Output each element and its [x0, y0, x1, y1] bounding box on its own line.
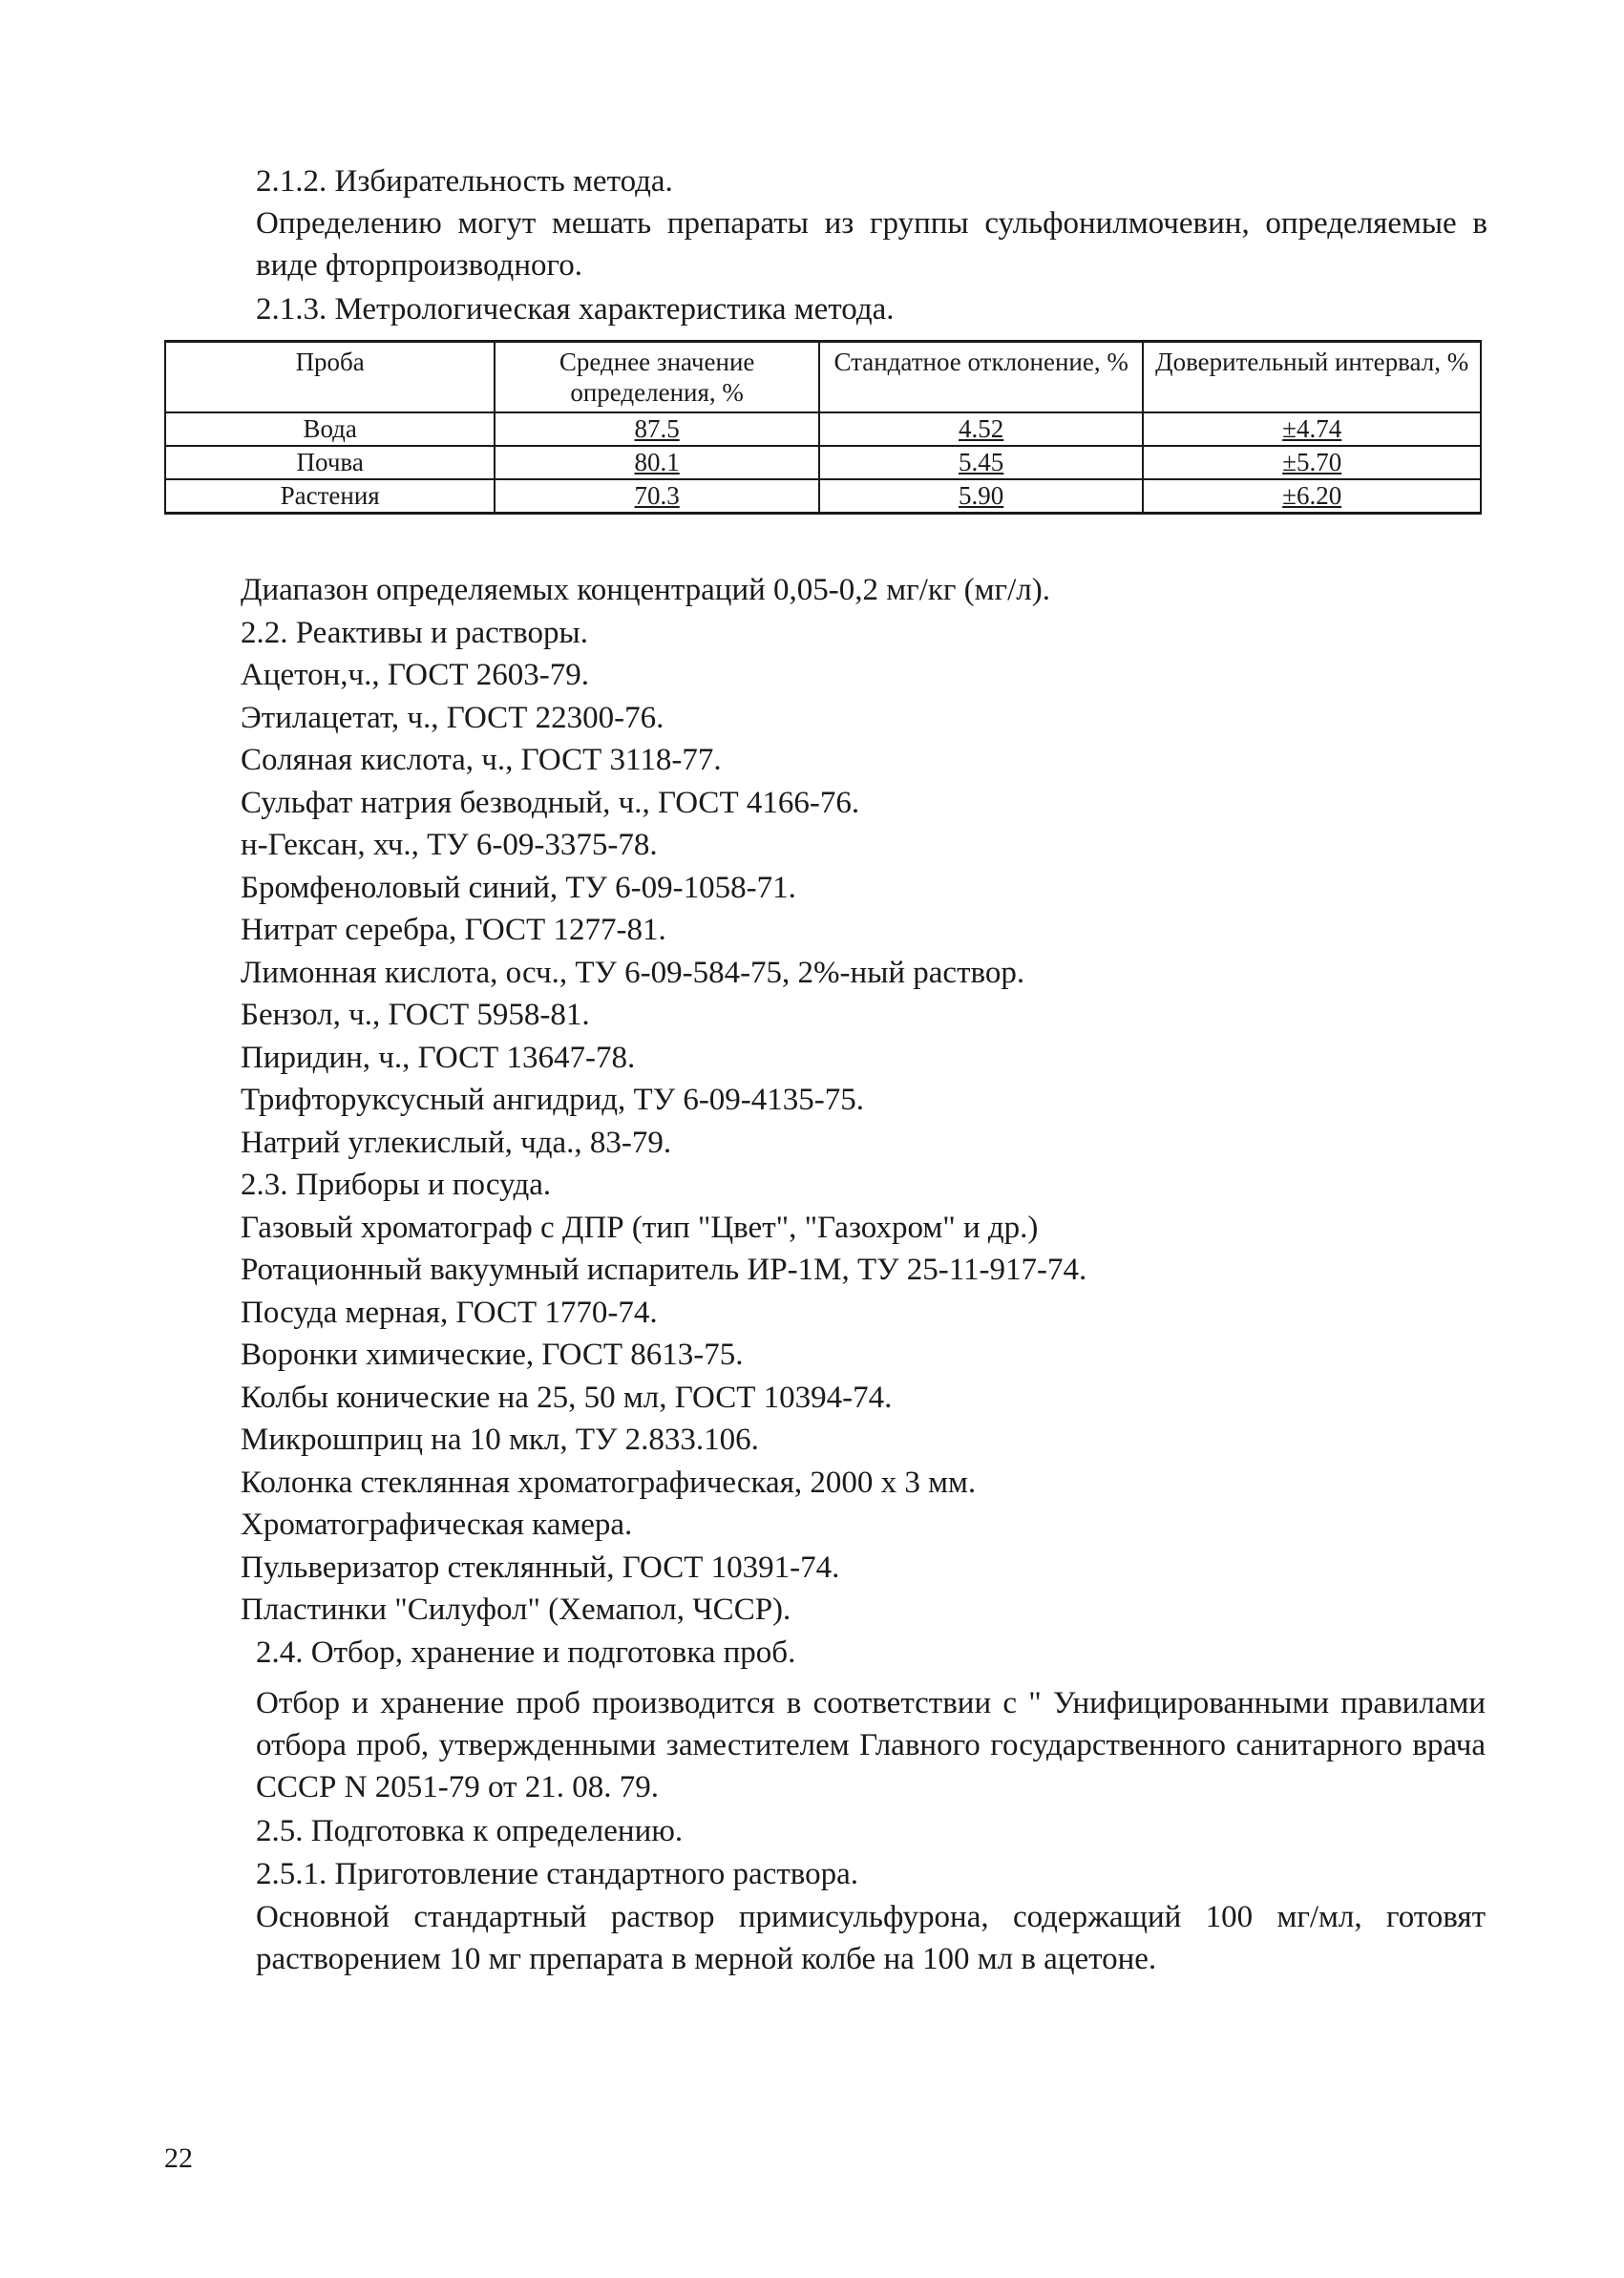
cell-mean: 87.5: [495, 412, 819, 446]
list-item: 2.3. Приборы и посуда.: [241, 1168, 552, 1202]
cell-confidence: ±5.70: [1143, 446, 1481, 479]
header-confidence: Доверительный интервал, %: [1143, 342, 1481, 413]
cell-sample: Вода: [165, 412, 495, 446]
cell-std-dev: 5.90: [819, 479, 1143, 514]
cell-std-dev: 4.52: [819, 412, 1143, 446]
list-item: Бензол, ч., ГОСТ 5958-81.: [241, 998, 590, 1032]
list-item: Посуда мерная, ГОСТ 1770-74.: [241, 1295, 658, 1330]
list-item: Пульверизатор стеклянный, ГОСТ 10391-74.: [241, 1550, 840, 1585]
header-sample: Проба: [165, 342, 495, 413]
cell-sample: Почва: [165, 446, 495, 479]
metrology-table: [164, 340, 1482, 515]
list-item: Микрошприц на 10 мкл, ТУ 2.833.106.: [241, 1423, 759, 1457]
list-item: Хроматографическая камера.: [241, 1508, 633, 1542]
list-item: 2.4. Отбор, хранение и подготовка проб.: [256, 1635, 796, 1670]
list-item: Колонка стеклянная хроматографическая, 2000 х 3 мм.: [241, 1465, 977, 1500]
list-item: Соляная кислота, ч., ГОСТ 3118-77.: [241, 743, 722, 777]
table-header-row: [165, 342, 1481, 413]
list-item: Лимонная кислота, осч., ТУ 6-09-584-75, 2%-ный раствор.: [241, 955, 1025, 990]
sampling-text: Отбор и хранение проб производится в соответствии с " Унифицированными правилами отбора проб, утвержденными заместителем Главного государственного санитарного врача СССР N 2051-79 от 21. 08. 79.: [256, 1686, 1486, 1804]
cell-sample: Растения: [165, 479, 495, 514]
std-solution-heading: 2.5.1. Приготовление стандартного раствора.: [256, 1857, 859, 1891]
list-item: Ацетон,ч., ГОСТ 2603-79.: [241, 658, 590, 692]
list-item: Колбы конические на 25, 50 мл, ГОСТ 10394-74.: [241, 1380, 893, 1415]
list-item: Этилацетат, ч., ГОСТ 22300-76.: [241, 700, 664, 735]
list-item: Пластинки "Силуфол" (Хемапол, ЧССР).: [241, 1592, 791, 1627]
list-item: н-Гексан, хч., ТУ 6-09-3375-78.: [241, 828, 658, 862]
cell-std-dev: 5.45: [819, 446, 1143, 479]
cell-mean: 70.3: [495, 479, 819, 514]
selectivity-heading: 2.1.2. Избирательность метода.: [256, 164, 673, 199]
cell-confidence: ±4.74: [1143, 412, 1481, 446]
std-solution-text: Основной стандартный раствор примисульфурона, содержащий 100 мг/мл, готовят растворением 10 мг препарата в мерной колбе на 100 мл в ацетоне.: [256, 1900, 1486, 1976]
header-mean: Среднее значение определения, %: [495, 342, 819, 413]
prep-heading: 2.5. Подготовка к определению.: [256, 1814, 684, 1848]
cell-confidence: ±6.20: [1143, 479, 1481, 514]
table-row: [165, 412, 1481, 446]
list-item: Пиридин, ч., ГОСТ 13647-78.: [241, 1040, 636, 1075]
table-row: [165, 446, 1481, 479]
list-item: Сульфат натрия безводный, ч., ГОСТ 4166-76.: [241, 785, 860, 820]
metrology-heading: 2.1.3. Метрологическая характеристика метода.: [256, 292, 895, 327]
table-row: [165, 479, 1481, 514]
list-item: Нитрат серебра, ГОСТ 1277-81.: [241, 913, 666, 947]
list-item: Бромфеноловый синий, ТУ 6-09-1058-71.: [241, 870, 796, 905]
page-number: 22: [164, 2142, 193, 2174]
cell-mean: 80.1: [495, 446, 819, 479]
header-std-dev: Стандатное отклонение, %: [819, 342, 1143, 413]
list-item: Диапазон определяемых концентраций 0,05-0,2 мг/кг (мг/л).: [241, 573, 1050, 607]
list-item: Воронки химические, ГОСТ 8613-75.: [241, 1338, 744, 1372]
list-item: Трифторуксусный ангидрид, ТУ 6-09-4135-75.: [241, 1083, 865, 1117]
list-item: 2.2. Реактивы и растворы.: [241, 615, 588, 650]
reagents-and-equipment-list: [241, 569, 1482, 1674]
list-item: Ротационный вакуумный испаритель ИР-1М, ТУ 25-11-917-74.: [241, 1253, 1087, 1287]
selectivity-text: Определению могут мешать препараты из группы сульфонилмочевин, определяемые в виде фторпроизводного.: [256, 206, 1487, 283]
list-item: Натрий углекислый, чда., 83-79.: [241, 1125, 672, 1160]
list-item: Газовый хроматограф с ДПР (тип "Цвет", "Газохром" и др.): [241, 1210, 1039, 1245]
